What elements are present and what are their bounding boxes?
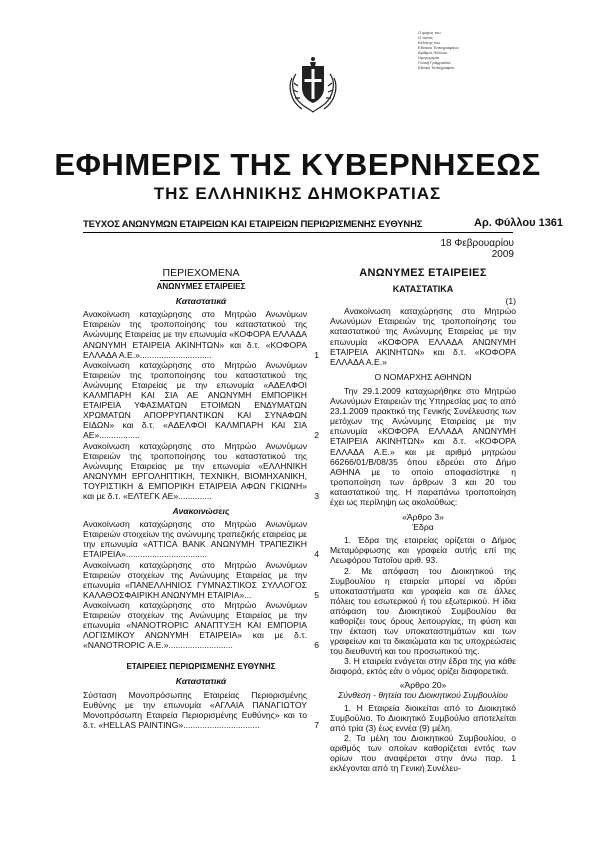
toc-entry-text: Σύσταση Μονοπρόσωπης Εταιρείας Περιορισμένης Ευθύνης με την επωνυμία «ΑΓΛΑΙΑ ΠΑΝΑΓΙΩΤΟΥ Μονοπρόσωπη Εταιρεία Περιορισμένης Ευθύνης» και το δ.τ. «HELLAS PAINTING»................................ <box>83 689 307 730</box>
toc-entry[interactable] <box>83 560 319 600</box>
coat-of-arms-icon <box>286 46 340 116</box>
toc-entry-page: 3 <box>314 490 319 501</box>
gazette-title: ΕΦΗΜΕΡΙΣ ΤΗΣ ΚΥΒΕΡΝΗΣΕΩΣ <box>54 147 541 182</box>
toc-entry[interactable] <box>83 519 319 559</box>
toc-entry-text: Ανακοίνωση καταχώρησης στο Μητρώο Ανωνύμων Εταιρειών της τροποποίησης του καταστατικού της Ανώνυμης Εταιρείας με την επωνυμία «ΕΛΛΗΝΙΚΗ ΑΝΩΝΥΜΗ ΕΡΓΟΛΗΠΤΙΚΗ, ΤΕΧΝΙΚΗ, ΒΙΟΜΗΧΑΝΙΚΗ, ΤΟΥΡΙΣΤΙΚΗ & ΕΜΠΟΡΙΚΗ ΕΤΑΙΡΕΙΑ ΑΦΩΝ ΓΚΙΩΝΗ» και με δ.τ. «ΕΛΤΕΓΚ ΑΕ».............. <box>83 440 307 501</box>
toc-section: ΑΝΩΝΥΜΕΣ ΕΤΑΙΡΕΙΕΣ <box>156 282 246 292</box>
toc-column <box>83 268 319 730</box>
section-heading: ΑΝΩΝΥΜΕΣ ΕΤΑΙΡΕΙΕΣ <box>359 267 487 279</box>
article-subtitle: Έδρα <box>412 522 434 533</box>
body-paragraph: 2. Τα μέλη του Διοικητικού Συμβουλίου, ο αριθμός των οποίων καθορίζεται εντός των ορίων που αναφέρεται στην άνω παρ. 1 εκλέγονται από τη Γενική Συνέλευ- <box>330 733 516 774</box>
body-paragraph: 2. Με απόφαση του Διοικητικού της Συμβουλίου η εταιρεία μπορεί να ιδρύει υποκαταστήματα και γραφεία και σε άλλες πόλεις του εσωτερικού ή του εξωτερικού. Η ίδια απόφαση του Διοικητικού Συμβουλίου θα καθορίζει τους όρους λειτουργίας, τη φύση και την έκταση των υποκαταστημάτων και των γραφείων και τα δικαιώματα και τις υποχρεώσεις του διευθυντή και του προσωπικού της. <box>330 565 516 657</box>
issuing-authority: Ο ΝΟΜΑΡΧΗΣ ΑΘΗΝΩΝ <box>374 371 472 382</box>
toc-entry-page: 7 <box>314 719 319 730</box>
toc-subsection: Καταστατικά <box>175 296 227 307</box>
stamp-line: Αριθμός Φύλλου <box>418 50 448 55</box>
toc-heading <box>83 268 319 278</box>
toc-entry-text: Ανακοίνωση καταχώρησης στο Μητρώο Ανωνύμων Εταιρειών στοιχείων της Ανώνυμης Εταιρείας με την επωνυμία «ΠΑΝΕΛΛΗΝΙΟΣ ΓΥΜΝΑΣΤΙΚΟΣ ΣΥΛΛΟΓΟΣ ΚΑΛΑΘΟΣΦΑΙΡΙΚΗ ΑΝΩΝΥΜΗ ΕΤΑΙΡΙΑ»... <box>83 559 307 600</box>
toc-entry-page: 6 <box>314 640 319 651</box>
stamp-line: Γενική Γραμματεία <box>418 60 451 65</box>
toc-entry[interactable] <box>83 360 319 441</box>
stamp-line: Ημερομηνία <box>418 55 440 60</box>
toc-entry[interactable] <box>83 309 319 359</box>
body-paragraph: 1. Η Εταιρεία διοικείται από το Διοικητικό Συμβούλιο. Το Διοικητικό Συμβούλιο αποτελείται από τρία (3) έως εννέα (9) μέλη. <box>330 702 516 733</box>
toc-entry-text: Ανακοίνωση καταχώρησης στο Μητρώο Ανωνύμων Εταιρειών στοιχείων της Ανώνυμης Εταιρείας με την επωνυμία «NANOTROPIC ΑΝΑΠΤΥΞΗ ΚΑΙ ΕΜΠΟΡΙΑ ΛΟΓΙΣΜΙΚΟΥ ΑΝΩΝΥΜΗ ΕΤΑΙΡΕΙΑ» και με δ.τ. «NANOTROPIC Α.Ε.»........................... <box>83 599 307 651</box>
issue-number: Αρ. Φύλλου 1361 <box>474 217 564 229</box>
body-paragraph: Την 29.1.2009 καταχωρήθηκε στο Μητρώο Ανωνύμων Εταιρειών της Υπηρεσίας μας το από 23.1.2009 πρακτικό της Γενικής Συνέλευσης των μετόχων της Ανώνυμης Εταιρείας με την επωνυμία «ΚΟΦΟΡΑ ΕΛΛΑΔΑ ΑΝΩΝΥΜΗ ΕΤΑΙΡΕΙΑ ΑΚΙΝΗΤΩΝ» και δ.τ. «ΚΟΦΟΡΑ ΕΛΛΑΔΑ Α.Ε.» και με αριθμό μητρώου 66266/01/Β/08/35 όπου εδρεύει στο Δήμο ΑΘΗΝΑ με το οποίο αποφασίστηκε η τροποποίηση των άρθρων 3 και 20 του καταστατικού της. Η παραπάνω τροποποίηση έχει ως περίληψη ως ακολούθως: <box>330 385 516 507</box>
toc-entry-text: Ανακοίνωση καταχώρησης στο Μητρώο Ανωνύμων Εταιρειών της τροποποίησης του καταστατικού της Ανώνυμης Εταιρείας με την επωνυμία «ΚΟΦΟΡΑ ΕΛΛΑΔΑ ΑΝΩΝΥΜΗ ΕΤΑΙΡΕΙΑ ΑΚΙΝΗΤΩΝ» και δ.τ. «ΚΟΦΟΡΑ ΕΛΛΑΔΑ Α.Ε.».............................. <box>83 309 307 360</box>
toc-entry[interactable] <box>83 600 319 650</box>
announcement-number: (1) <box>505 296 516 307</box>
toc-subsection: Καταστατικά <box>175 676 227 687</box>
header-rule <box>83 232 513 233</box>
article-title: «Άρθρο 3» <box>402 512 444 523</box>
body-paragraph: 1. Έδρα της εταιρείας ορίζεται ο Δήμος Μεταμόρφωσης και γραφεία αυτής επί της Λεωφόρου Τατοΐου αριθ. 93. <box>330 535 516 566</box>
toc-entry-page: 4 <box>314 549 319 560</box>
toc-entry-page: 5 <box>314 589 319 600</box>
toc-entry[interactable] <box>83 441 319 502</box>
toc-entry-text: Ανακοίνωση καταχώρησης στο Μητρώο Ανωνύμων Εταιρειών στοιχείων της ανώνυμης τραπεζικής εταιρείας με την επωνυμία «ATTICA BANK ΑΝΩΝΥΜΗ ΤΡΑΠΕΖΙΚΗ ΕΤΑΙΡΕΙΑ».................................. <box>83 519 307 560</box>
issue-date: 18 Φεβρουαρίου 2009 <box>440 238 514 260</box>
stamp-line: Ο τύπος <box>418 35 433 40</box>
stamp-line: Ο φόρος του <box>418 30 441 35</box>
toc-entry[interactable] <box>83 690 319 730</box>
body-paragraph: 3. Η εταιρεία ενάγεται στην έδρα της για κάθε διαφορά, εκτός εάν ο νόμος ορίζει διαφορετικά. <box>330 656 516 677</box>
announcement-intro: Ανακοίνωση καταχώρησης στο Μητρώο Ανωνύμων Εταιρειών της τροποποίησης του καταστατικού της Ανώνυμης Εταιρείας με την επωνυμία «ΚΟΦΟΡΑ ΕΛΛΑΔΑ ΑΝΩΝΥΜΗ ΕΤΑΙΡΕΙΑ ΑΚΙΝΗΤΩΝ» και δ.τ. «ΚΟΦΟΡΑ ΕΛΛΑΔΑ Α.Ε.» <box>330 306 516 367</box>
body-column <box>330 268 516 773</box>
gazette-subtitle: ΤΗΣ ΕΛΛΗΝΙΚΗΣ ΔΗΜΟΚΡΑΤΙΑΣ <box>153 184 442 203</box>
stamp-line: Εθνικού Τυπογραφείου <box>418 45 459 50</box>
stamp-block <box>418 30 482 70</box>
toc-entry-page: 1 <box>314 349 319 360</box>
toc-subsection: Ανακοινώσεις <box>172 506 230 517</box>
toc-heading-text: ΠΕΡΙΕΧΟΜΕΝΑ <box>162 267 240 279</box>
stamp-line: Εκδότης του <box>418 40 440 45</box>
stamp-line: Εθνικό Τυπογραφείο <box>418 65 455 70</box>
article-subtitle: Σύνθεση - θητεία του Διοικητικού Συμβουλίου <box>338 689 508 700</box>
toc-section: ΕΤΑΙΡΕΙΕΣ ΠΕΡΙΩΡΙΣΜΕΝΗΣ ΕΥΘΥΝΗΣ <box>126 662 276 672</box>
toc-entry-text: Ανακοίνωση καταχώρησης στο Μητρώο Ανωνύμων Εταιρειών της τροποποίησης του καταστατικού της Ανώνυμης Εταιρείας με την επωνυμία «ΑΔΕΛΦΟΙ ΚΑΛΜΠΑΡΗ ΚΑΙ ΣΙΑ ΑΕ ΑΝΩΝΥΜΗ ΕΜΠΟΡΙΚΗ ΕΤΑΙΡΕΙΑ ΥΦΑΣΜΑΤΩΝ ΕΤΟΙΜΩΝ ΕΝΔΥΜΑΤΩΝ ΧΡΩΜΑΤΩΝ ΑΠΟΡΡΥΠΑΝΤΙΚΩΝ ΚΑΙ ΣΥΝΑΦΩΝ ΕΙΔΩΝ» και δ.τ. «ΑΔΕΛΦΟΙ ΚΑΛΜΠΑΡΗ ΚΑΙ ΣΙΑ ΑΕ»................. <box>83 359 307 441</box>
issue-series: ΤΕΥΧΟΣ ΑΝΩΝΥΜΩΝ ΕΤΑΙΡΕΙΩΝ ΚΑΙ ΕΤΑΙΡΕΙΩΝ ΠΕΡΙΩΡΙΣΜΕΝΗΣ ΕΥΘΥΝΗΣ <box>83 219 423 230</box>
toc-entry-page: 2 <box>314 430 319 441</box>
article-title: «Άρθρο 20» <box>399 679 447 690</box>
section-subheading: ΚΑΤΑΣΤΑΤΙΚΑ <box>392 284 454 295</box>
